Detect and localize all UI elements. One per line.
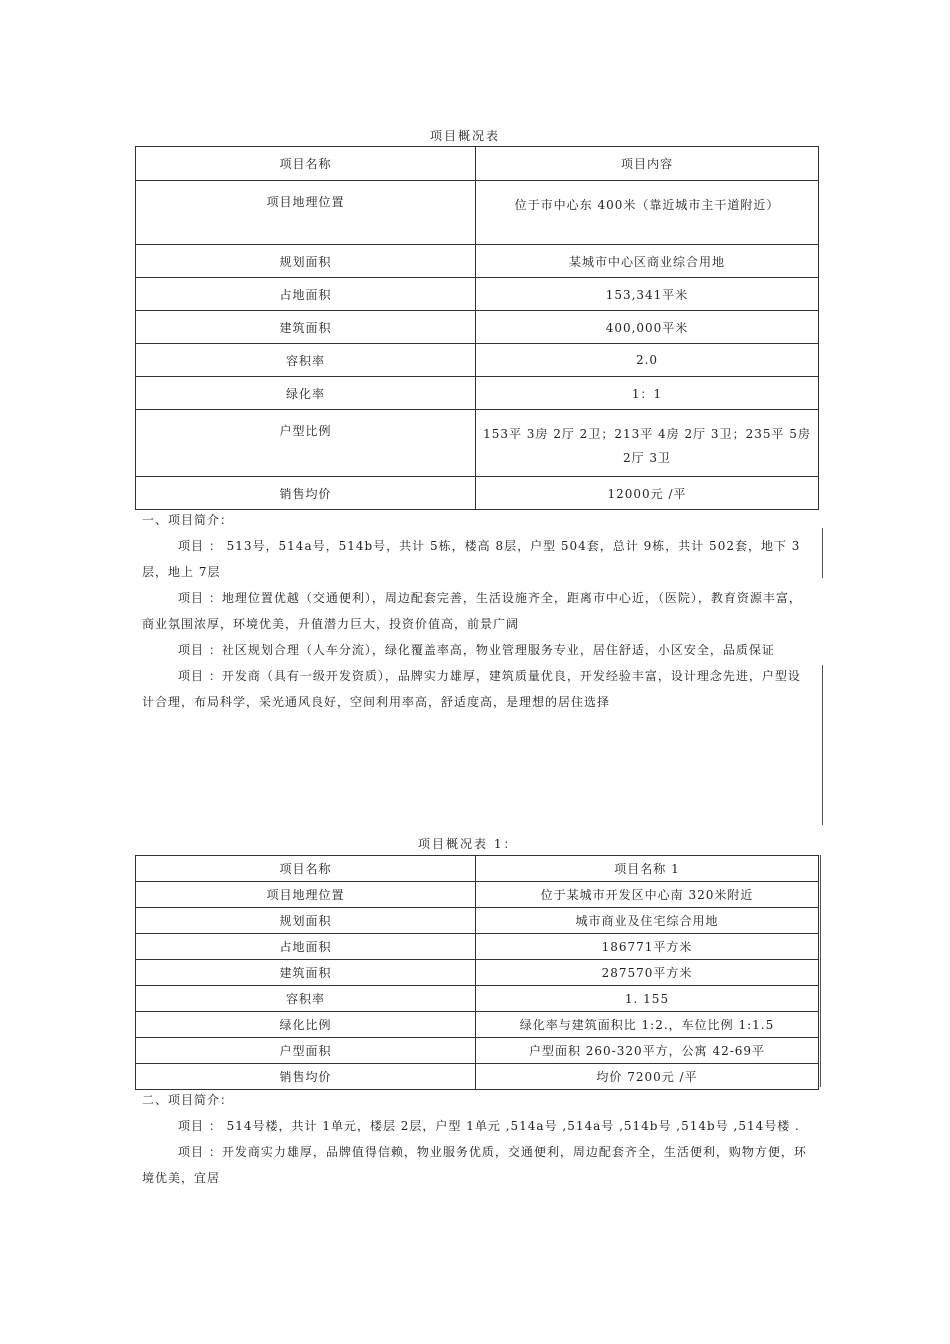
- table-cell: 某城市中心区商业综合用地: [476, 245, 819, 278]
- table-cell: 占地面积: [136, 934, 476, 960]
- table-cell: 容积率: [136, 986, 476, 1012]
- table-cell: 1. 155: [476, 986, 819, 1012]
- table-row: [136, 986, 819, 1012]
- table-row: [136, 278, 819, 311]
- table-cell: 绿化率: [136, 377, 476, 410]
- table1-caption: 项目概况表: [430, 129, 501, 143]
- table-cell: 建筑面积: [136, 960, 476, 986]
- table-cell: 项目地理位置: [136, 181, 476, 245]
- table-row: [136, 1012, 819, 1038]
- table-row: [136, 960, 819, 986]
- table-cell: 销售均价: [136, 1064, 476, 1090]
- table-cell: 项目内容: [476, 147, 819, 181]
- table-cell: 户型面积: [136, 1038, 476, 1064]
- table-cell: 400,000平米: [476, 311, 819, 344]
- table-cell: 位于某城市开发区中心南 320米附近: [476, 882, 819, 908]
- table-cell: 位于市中心东 400米（靠近城市主干道附近）: [476, 181, 819, 245]
- table-cell: 287570平方米: [476, 960, 819, 986]
- section1-heading: 一、项目简介：: [142, 513, 234, 527]
- margin-rule: [820, 855, 821, 1087]
- table-cell: 均价 7200元 /平: [476, 1064, 819, 1090]
- table-cell: 153平 3房 2厅 2卫；213平 4房 2厅 3卫；235平 5房 2厅 3卫: [476, 410, 819, 477]
- section2-heading: 二、项目简介：: [142, 1093, 234, 1107]
- table-row: [136, 934, 819, 960]
- project-summary-table: [135, 146, 819, 510]
- table-row: [136, 410, 819, 477]
- paragraph: 项目 ：地理位置优越（交通便利），周边配套完善，生活设施齐全，距离市中心近，（医院），教育资源丰富，商业氛围浓厚，环境优美，升值潜力巨大，投资价值高，前景广阔: [142, 591, 802, 631]
- table-cell: 项目名称: [136, 856, 476, 882]
- table-row: [136, 908, 819, 934]
- table-row: [136, 181, 819, 245]
- paragraph: 项目 ：社区规划合理（人车分流），绿化覆盖率高，物业管理服务专业，居住舒适，小区安全，品质保证: [178, 643, 775, 657]
- table-cell: 户型比例: [136, 410, 476, 477]
- table-cell: 规划面积: [136, 908, 476, 934]
- table-cell: 186771平方米: [476, 934, 819, 960]
- margin-rule: [822, 528, 823, 578]
- table-cell: 1：1: [476, 377, 819, 410]
- table-row: [136, 147, 819, 181]
- table-row: [136, 882, 819, 908]
- section2-text: [142, 1087, 812, 1191]
- table-row: [136, 377, 819, 410]
- paragraph: 项目 ：开发商（具有一级开发资质），品牌实力雄厚，建筑质量优良，开发经验丰富，设计理念先进，户型设计合理，布局科学，采光通风良好，空间利用率高，舒适度高，是理想的居住选择: [142, 669, 801, 709]
- table-cell: 项目名称 1: [476, 856, 819, 882]
- table-cell: 153,341平米: [476, 278, 819, 311]
- table-row: [136, 311, 819, 344]
- paragraph: 项目 ： 513号，514a号，514b号，共计 5栋，楼高 8层，户型 504套，总计 9栋，共计 502套，地下 3层，地上 7层: [142, 539, 801, 579]
- project-detail-table: [135, 855, 819, 1090]
- table-row: [136, 856, 819, 882]
- table-cell: 户型面积 260-320平方，公寓 42-69平: [476, 1038, 819, 1064]
- table-cell: 占地面积: [136, 278, 476, 311]
- table-cell: 销售均价: [136, 477, 476, 510]
- table-row: [136, 1064, 819, 1090]
- table-cell: 项目名称: [136, 147, 476, 181]
- paragraph: 项目 ：开发商实力雄厚，品牌值得信赖，物业服务优质，交通便利，周边配套齐全，生活便利，购物方便，环境优美，宜居: [142, 1145, 807, 1185]
- section1-text: [142, 507, 812, 715]
- table-cell: 城市商业及住宅综合用地: [476, 908, 819, 934]
- table-row: [136, 344, 819, 377]
- table-row: [136, 245, 819, 278]
- table-cell: 规划面积: [136, 245, 476, 278]
- table-cell: 容积率: [136, 344, 476, 377]
- table-row: [136, 1038, 819, 1064]
- table-cell: 2.0: [476, 344, 819, 377]
- table2-caption: 项目概况表 1：: [418, 837, 518, 851]
- table-row: [136, 477, 819, 510]
- table-cell: 绿化比例: [136, 1012, 476, 1038]
- table-cell: 12000元 /平: [476, 477, 819, 510]
- margin-rule: [822, 665, 823, 825]
- table-cell: 建筑面积: [136, 311, 476, 344]
- paragraph: 项目 ： 514号楼，共计 1单元，楼层 2层，户型 1单元 ,514a号 ,514a号 ,514b号 ,514b号 ,514号楼 .: [178, 1119, 800, 1133]
- table-cell: 绿化率与建筑面积比 1:2.，车位比例 1:1.5: [476, 1012, 819, 1038]
- table-cell: 项目地理位置: [136, 882, 476, 908]
